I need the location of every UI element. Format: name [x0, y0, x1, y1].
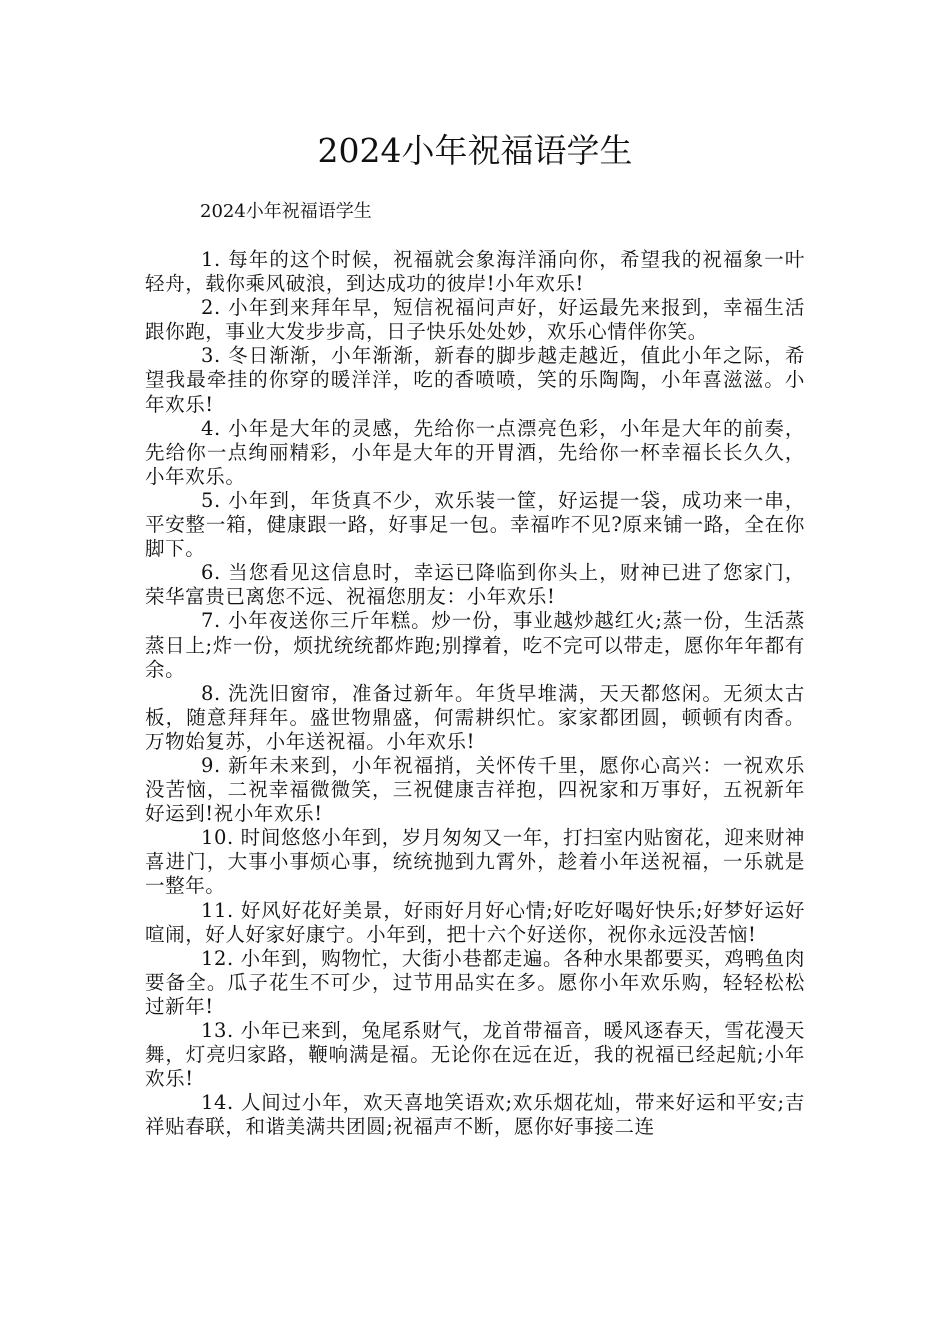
list-item: 1. 每年的这个时候，祝福就会象海洋涌向你，希望我的祝福象一叶轻舟，载你乘风破浪，到达成功的彼岸!小年欢乐!	[145, 248, 805, 296]
blessing-list	[145, 248, 805, 1139]
document-page	[145, 120, 805, 1139]
list-item: 11. 好风好花好美景，好雨好月好心情;好吃好喝好快乐;好梦好运好喧闹，好人好家好康宁。小年到，把十六个好送你，祝你永远没苦恼!	[145, 898, 805, 946]
list-item: 13. 小年已来到，兔尾系财气，龙首带福音，暖风逐春天，雪花漫天舞，灯亮归家路，鞭响满是福。无论你在远在近，我的祝福已经起航;小年欢乐!	[145, 1019, 805, 1091]
list-item: 14. 人间过小年，欢天喜地笑语欢;欢乐烟花灿，带来好运和平安;吉祥贴春联，和谐美满共团圆;祝福声不断，愿你好事接二连	[145, 1091, 805, 1139]
list-item: 7. 小年夜送你三斤年糕。炒一份，事业越炒越红火;蒸一份，生活蒸蒸日上;炸一份，烦扰统统都炸跑;别撑着，吃不完可以带走，愿你年年都有余。	[145, 609, 805, 681]
document-subtitle: 2024小年祝福语学生	[200, 201, 372, 222]
list-item: 5. 小年到，年货真不少，欢乐装一筐，好运提一袋，成功来一串，平安整一箱，健康跟一路，好事足一包。幸福咋不见?原来铺一路，全在你脚下。	[145, 488, 805, 561]
list-item: 6. 当您看见这信息时，幸运已降临到你头上，财神已进了您家门，荣华富贵已离您不远、祝福您朋友：小年欢乐!	[145, 561, 805, 609]
list-item: 9. 新年未来到，小年祝福捎，关怀传千里，愿你心高兴：一祝欢乐没苦恼，二祝幸福微微笑，三祝健康吉祥抱，四祝家和万事好，五祝新年好运到!祝小年欢乐!	[145, 753, 805, 826]
list-item: 10. 时间悠悠小年到，岁月匆匆又一年，打扫室内贴窗花，迎来财神喜进门，大事小事烦心事，统统抛到九霄外，趁着小年送祝福，一乐就是一整年。	[145, 826, 805, 898]
list-item: 2. 小年到来拜年早，短信祝福问声好，好运最先来报到，幸福生活跟你跑，事业大发步步高，日子快乐处处妙，欢乐心情伴你笑。	[145, 296, 805, 344]
list-item: 3. 冬日渐渐，小年渐渐，新春的脚步越走越近，值此小年之际，希望我最牵挂的你穿的暖洋洋，吃的香喷喷，笑的乐陶陶，小年喜滋滋。小年欢乐!	[145, 344, 805, 416]
list-item: 8. 洗洗旧窗帘，准备过新年。年货早堆满，天天都悠闲。无须太古板，随意拜拜年。盛世物鼎盛，何需耕织忙。家家都团圆，顿顿有肉香。万物始复苏，小年送祝福。小年欢乐!	[145, 681, 805, 753]
list-item: 4. 小年是大年的灵感，先给你一点漂亮色彩，小年是大年的前奏，先给你一点绚丽精彩，小年是大年的开胃酒，先给你一杯幸福长长久久，小年欢乐。	[145, 416, 805, 488]
document-title: 2024小年祝福语学生	[317, 131, 633, 170]
list-item: 12. 小年到，购物忙，大街小巷都走遍。各种水果都要买，鸡鸭鱼肉要备全。瓜子花生不可少，过节用品实在多。愿你小年欢乐购，轻轻松松过新年!	[145, 946, 805, 1018]
